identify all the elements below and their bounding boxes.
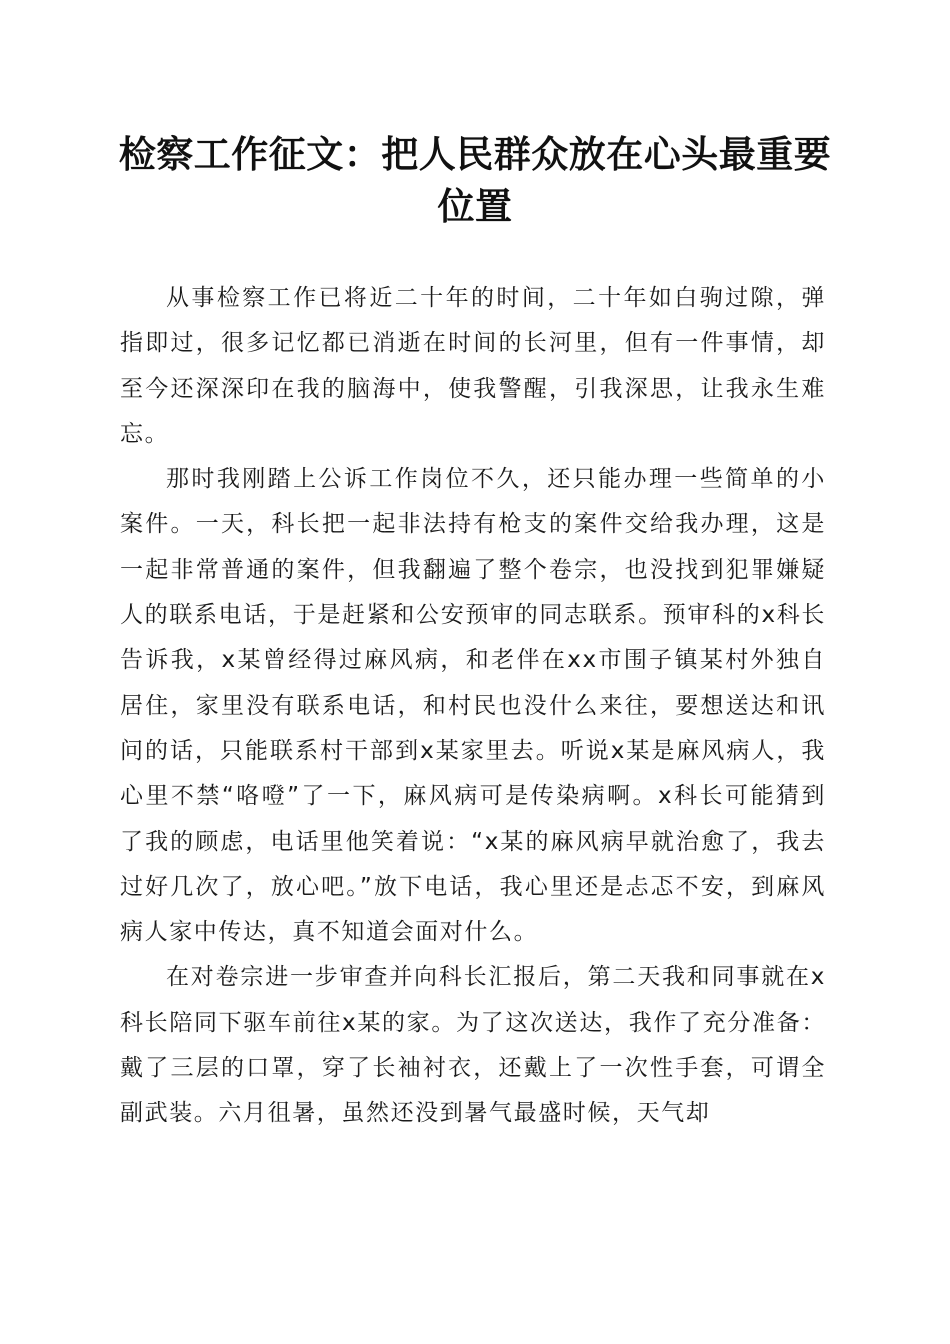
document-title: 检察工作征文：把人民群众放在心头最重要位置 — [118, 132, 832, 228]
paragraph: 那时我刚踏上公诉工作岗位不久，还只能办理一些简单的小案件。一天，科长把一起非法持有枪支的案件交给我办理，这是一起非常普通的案件，但我翻遍了整个卷宗，也没找到犯罪嫌疑人的联系电话，于是赶紧和公安预审的同志联系。预审科的x科长告诉我，x某曾经得过麻风病，和老伴在xx市围子镇某村外独自居住，家里没有联系电话，和村民也没什么来往，要想送达和讯问的话，只能联系村干部到x某家里去。听说x某是麻风病人，我心里不禁“咯噔”了一下，麻风病可是传染病啊。x科长可能猜到了我的顾虑，电话里他笑着说：“x某的麻风病早就治愈了，我去过好几次了，放心吧。”放下电话，我心里还是忐忑不安，到麻风病人家中传达，真不知道会面对什么。 — [120, 466, 826, 946]
paragraph: 从事检察工作已将近二十年的时间，二十年如白驹过隙，弹指即过，很多记忆都已消逝在时间的长河里，但有一件事情，却至今还深深印在我的脑海中，使我警醒，引我深思，让我永生难忘。 — [120, 285, 826, 447]
paragraph: 在对卷宗进一步审查并向科长汇报后，第二天我和同事就在x科长陪同下驱车前往x某的家。为了这次送达，我作了充分准备：戴了三层的口罩，穿了长袖衬衣，还戴上了一次性手套，可谓全副武装。六月徂暑，虽然还没到暑气最盛时候，天气却 — [120, 964, 826, 1127]
document-body — [120, 276, 826, 1137]
